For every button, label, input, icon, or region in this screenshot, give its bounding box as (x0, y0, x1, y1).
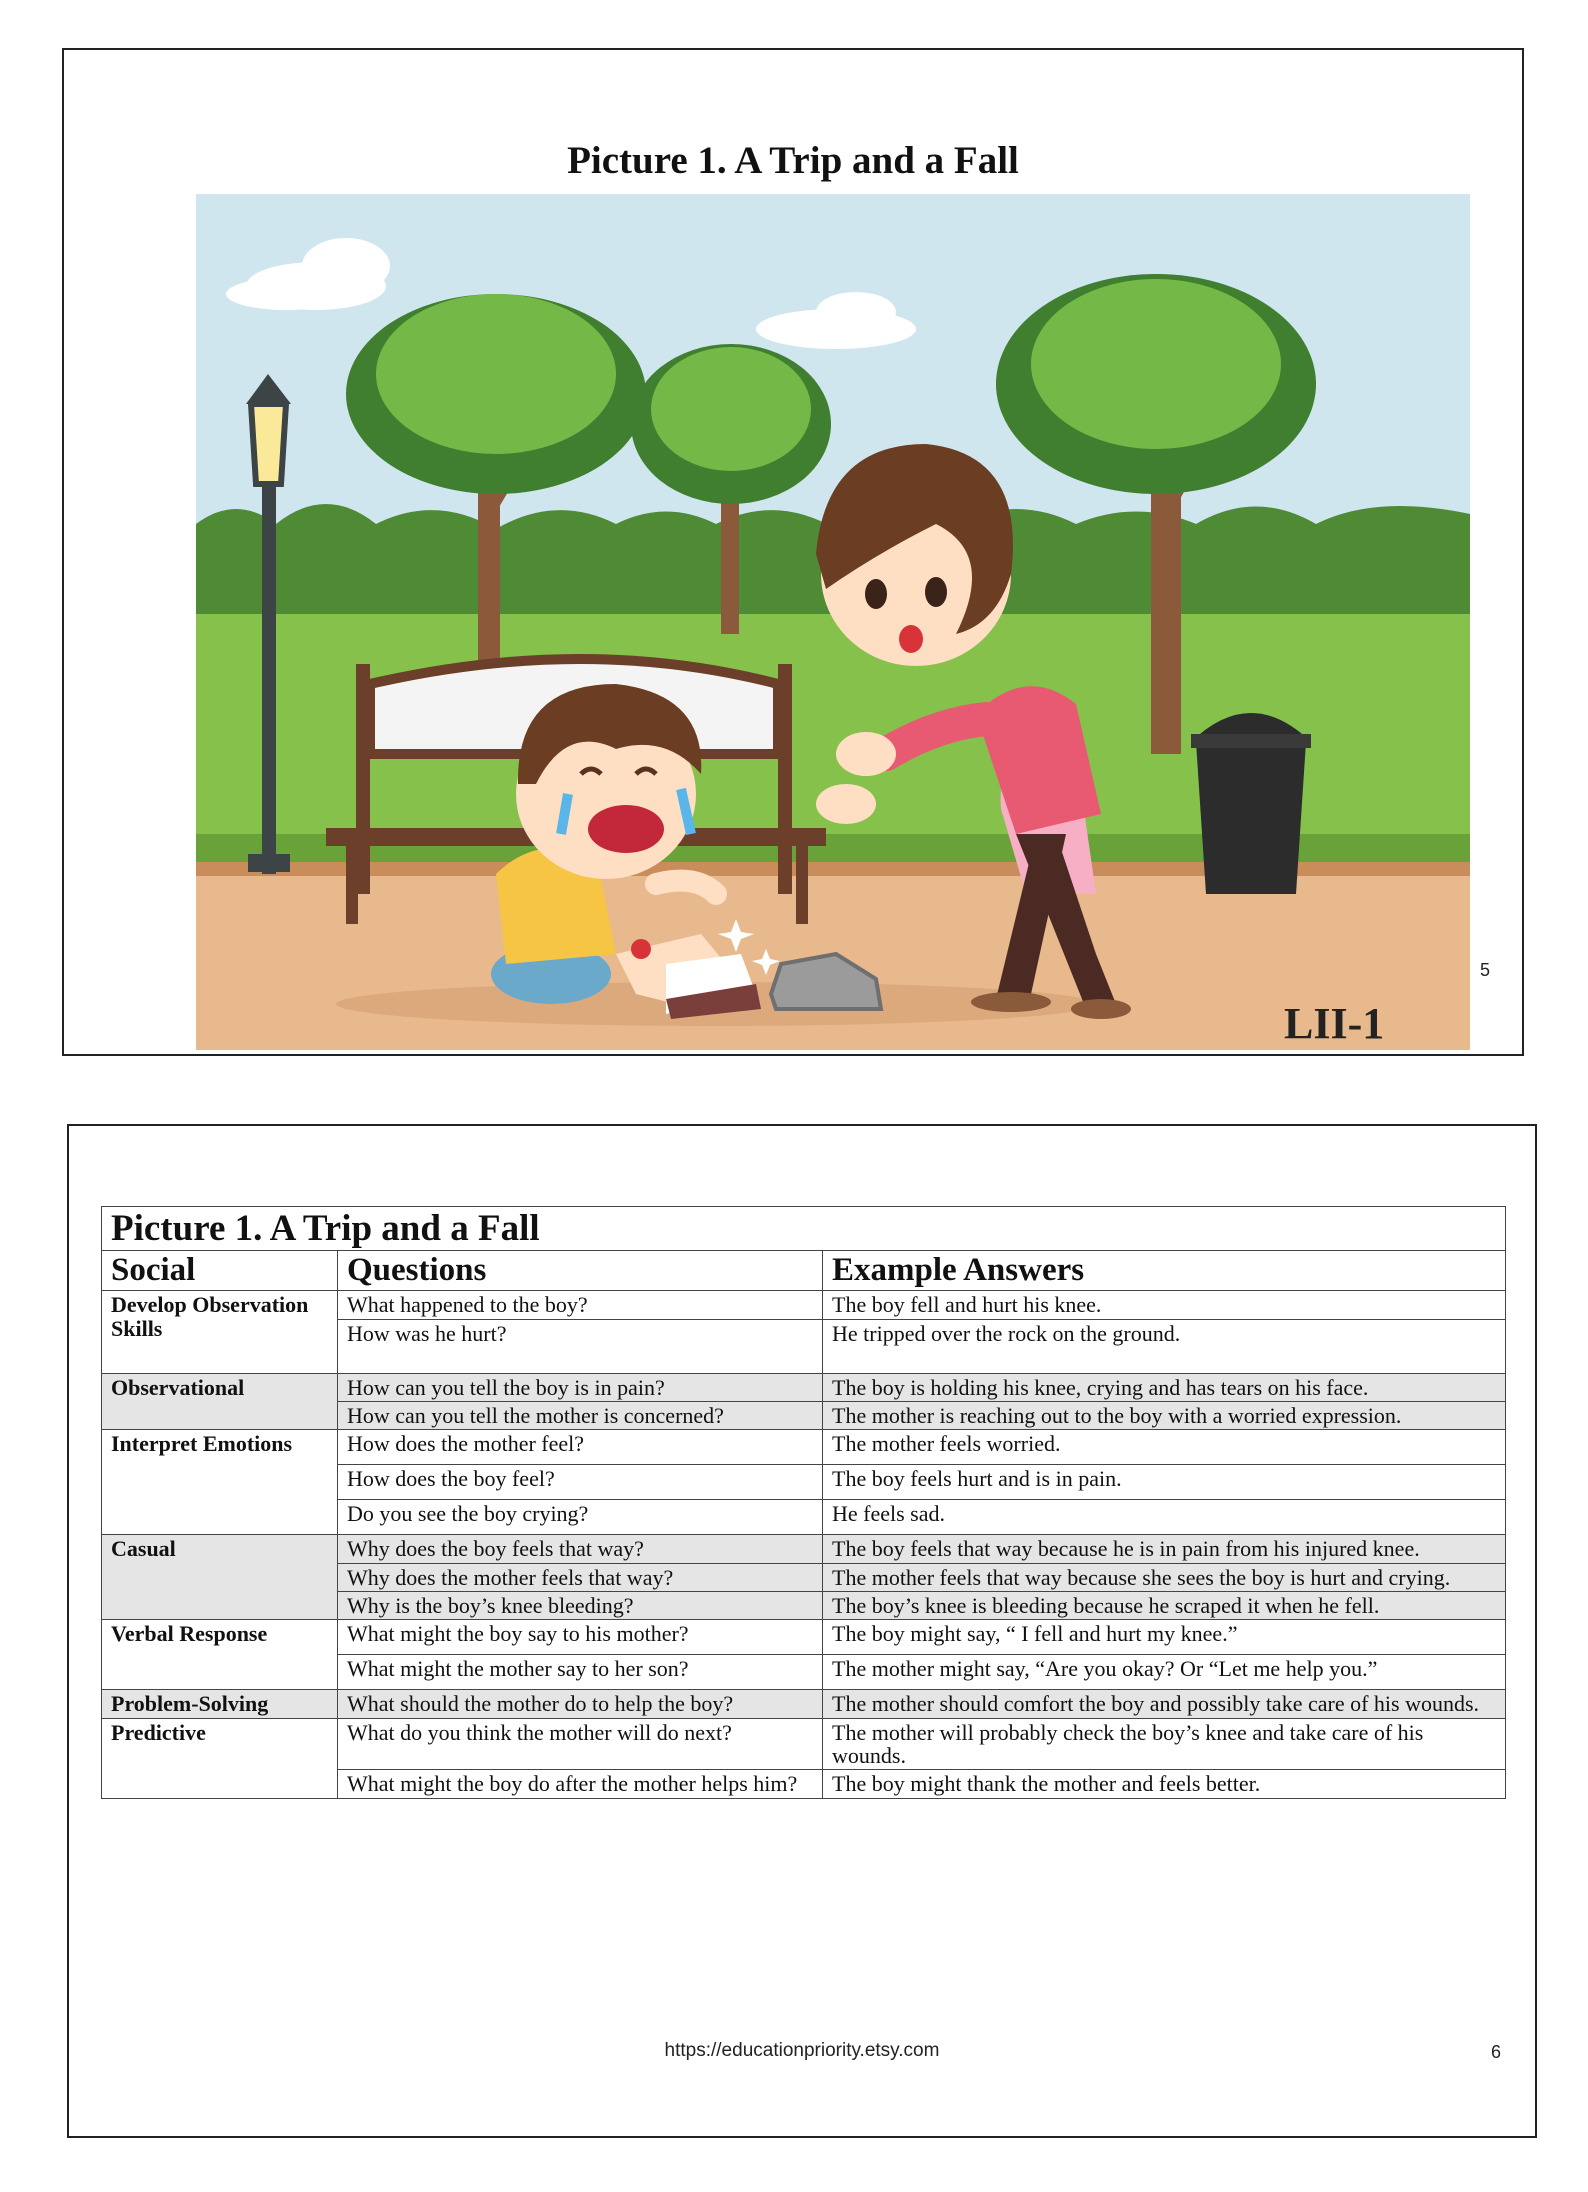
answer-cell: The mother will probably check the boy’s knee and take care of his wounds. (823, 1718, 1506, 1770)
category-cell: Predictive (102, 1718, 338, 1798)
page-number: 5 (1480, 960, 1491, 980)
answer-cell: The boy might say, “ I fell and hurt my knee.” (823, 1620, 1506, 1655)
trash-can (1191, 713, 1311, 894)
question-cell: What happened to the boy? (338, 1291, 823, 1319)
question-cell: Why is the boy’s knee bleeding? (338, 1592, 823, 1620)
question-cell: How does the mother feel? (338, 1430, 823, 1465)
question-cell: How can you tell the mother is concerned? (338, 1402, 823, 1430)
answer-cell: He tripped over the rock on the ground. (823, 1319, 1506, 1373)
category-cell: Interpret Emotions (102, 1430, 338, 1535)
question-cell: Why does the boy feels that way? (338, 1535, 823, 1563)
park-illustration (196, 194, 1470, 1050)
answer-cell: The boy is holding his knee, crying and has tears on his face. (823, 1373, 1506, 1401)
answer-cell: The mother is reaching out to the boy with a worried expression. (823, 1402, 1506, 1430)
question-cell: How can you tell the boy is in pain? (338, 1373, 823, 1401)
table-row (102, 1373, 1506, 1401)
answer-cell: The boy feels hurt and is in pain. (823, 1465, 1506, 1500)
question-table (101, 1206, 1506, 1799)
table-row (102, 1291, 1506, 1319)
table-row (102, 1535, 1506, 1563)
category-cell: Casual (102, 1535, 338, 1620)
question-cell: Why does the mother feels that way? (338, 1563, 823, 1591)
picture-code: LII-1 (1284, 999, 1385, 1048)
answer-cell: He feels sad. (823, 1500, 1506, 1535)
answer-cell: The boy feels that way because he is in pain from his injured knee. (823, 1535, 1506, 1563)
table-row (102, 1620, 1506, 1655)
answer-cell: The mother feels worried. (823, 1430, 1506, 1465)
question-cell: How was he hurt? (338, 1319, 823, 1373)
question-cell: What might the mother say to her son? (338, 1655, 823, 1690)
page-5-frame (62, 48, 1524, 1056)
table-row (102, 1430, 1506, 1465)
table-row (102, 1718, 1506, 1770)
category-cell: Observational (102, 1373, 338, 1430)
table-row (102, 1690, 1506, 1718)
answer-cell: The boy fell and hurt his knee. (823, 1291, 1506, 1319)
question-cell: What do you think the mother will do next? (338, 1718, 823, 1770)
picture-title: Picture 1. A Trip and a Fall (567, 139, 1019, 182)
answer-cell: The mother should comfort the boy and possibly take care of his wounds. (823, 1690, 1506, 1718)
page-6-frame (67, 1124, 1537, 2138)
table-title: Picture 1. A Trip and a Fall (102, 1207, 1506, 1251)
footer-url: https://educationpriority.etsy.com (664, 2040, 940, 2061)
page-number: 6 (1491, 2042, 1502, 2062)
header-questions: Questions (338, 1251, 823, 1291)
question-cell: What might the boy say to his mother? (338, 1620, 823, 1655)
question-cell: Do you see the boy crying? (338, 1500, 823, 1535)
question-cell: What should the mother do to help the boy? (338, 1690, 823, 1718)
category-cell: Develop Observation Skills (102, 1291, 338, 1374)
answer-cell: The boy’s knee is bleeding because he scraped it when he fell. (823, 1592, 1506, 1620)
header-example-answers: Example Answers (823, 1251, 1506, 1291)
question-cell: What might the boy do after the mother helps him? (338, 1770, 823, 1798)
answer-cell: The boy might thank the mother and feels better. (823, 1770, 1506, 1798)
category-cell: Problem-Solving (102, 1690, 338, 1718)
answer-cell: The mother feels that way because she sees the boy is hurt and crying. (823, 1563, 1506, 1591)
answer-cell: The mother might say, “Are you okay? Or “Let me help you.” (823, 1655, 1506, 1690)
category-cell: Verbal Response (102, 1620, 338, 1690)
question-cell: How does the boy feel? (338, 1465, 823, 1500)
header-social: Social (102, 1251, 338, 1291)
